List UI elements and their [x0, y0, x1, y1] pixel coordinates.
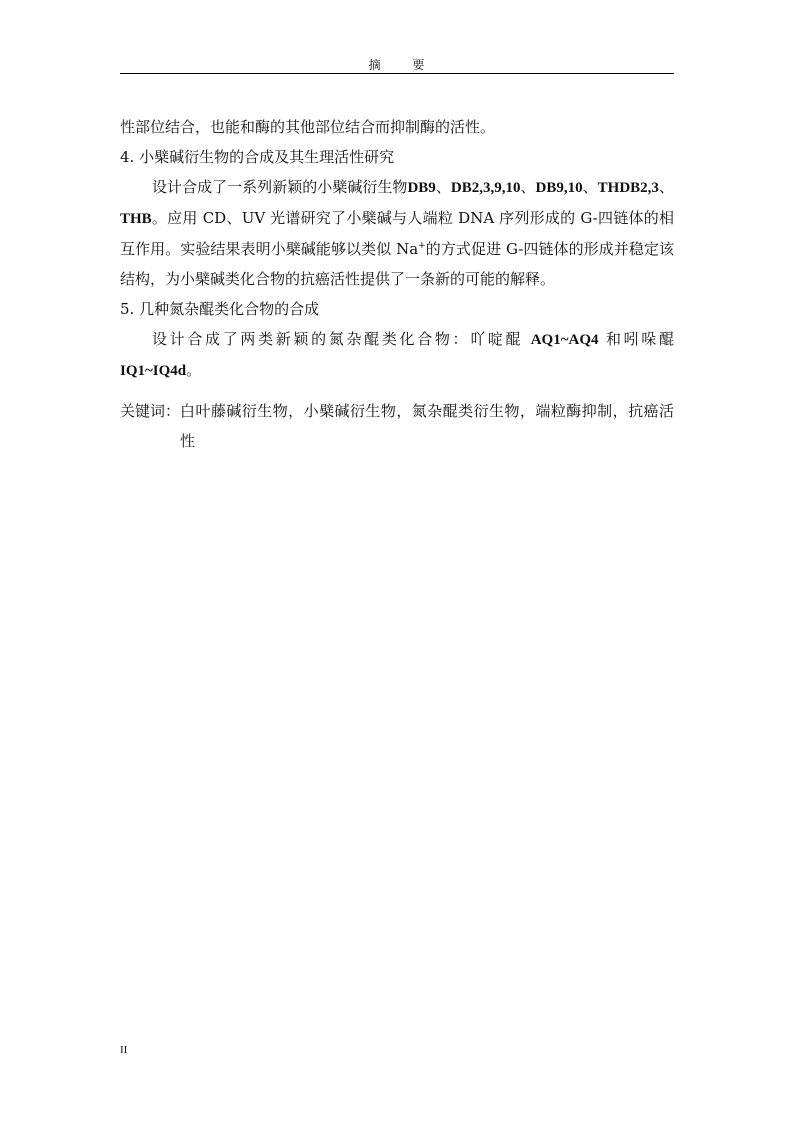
keywords-text: 白叶藤碱衍生物，小檗碱衍生物，氮杂醌类衍生物，端粒酶抑制，抗癌活性	[180, 402, 674, 450]
spacer	[120, 386, 674, 396]
section-5-end-text: 。	[186, 361, 202, 379]
compound-thdb2-3: THDB2,3	[597, 180, 659, 196]
keywords-label: 关键词：	[120, 402, 181, 420]
section-5-paragraph	[120, 324, 674, 386]
section-5-heading: 5. 几种氮杂醌类化合物的合成	[120, 300, 320, 318]
compound-db2-3-9-10: DB2,3,9,10	[450, 180, 521, 196]
page-number: II	[120, 1044, 128, 1056]
page-header-title: 摘 要	[368, 58, 439, 72]
section-5-intro-text: 设计合成了两类新颖的氮杂醌类化合物：吖啶醌	[152, 330, 531, 348]
abstract-body	[120, 112, 674, 456]
section-4-intro-text: 设计合成了一系列新颖的小檗碱衍生物	[152, 178, 408, 196]
superscript-plus: +	[418, 241, 426, 251]
separator: 、	[435, 178, 451, 196]
separator: 、	[520, 178, 536, 196]
keywords-line	[120, 396, 674, 456]
section-4-mid-text: 。应用 CD、UV 光谱研究了小檗碱与人端粒 DNA 序列形成的 G-四链体的相互作用。实验结果表明小檗碱能够以类似 Na	[120, 209, 674, 258]
section-4-paragraph	[120, 172, 674, 294]
compound-aq1-aq4: AQ1~AQ4	[530, 332, 599, 348]
separator: 、	[658, 178, 674, 196]
compound-thb: THB	[120, 211, 152, 227]
header-rule	[120, 73, 674, 74]
section-5-mid-text: 和吲哚醌	[598, 330, 674, 348]
compound-db9-10: DB9,10	[535, 180, 583, 196]
section-4-heading: 4. 小檗碱衍生物的合成及其生理活性研究	[120, 148, 395, 166]
compound-iq1-iq4d: IQ1~IQ4d	[120, 363, 187, 379]
separator: 、	[582, 178, 598, 196]
compound-db9: DB9	[407, 180, 436, 196]
paragraph-continuation: 性部位结合，也能和酶的其他部位结合而抑制酶的活性。	[120, 118, 496, 136]
section-4-end-text: 的方式促进 G-四链体的形成并稳定该结构，为小檗碱类化合物的抗癌活性提供了一条新的可能的解释。	[120, 240, 674, 288]
